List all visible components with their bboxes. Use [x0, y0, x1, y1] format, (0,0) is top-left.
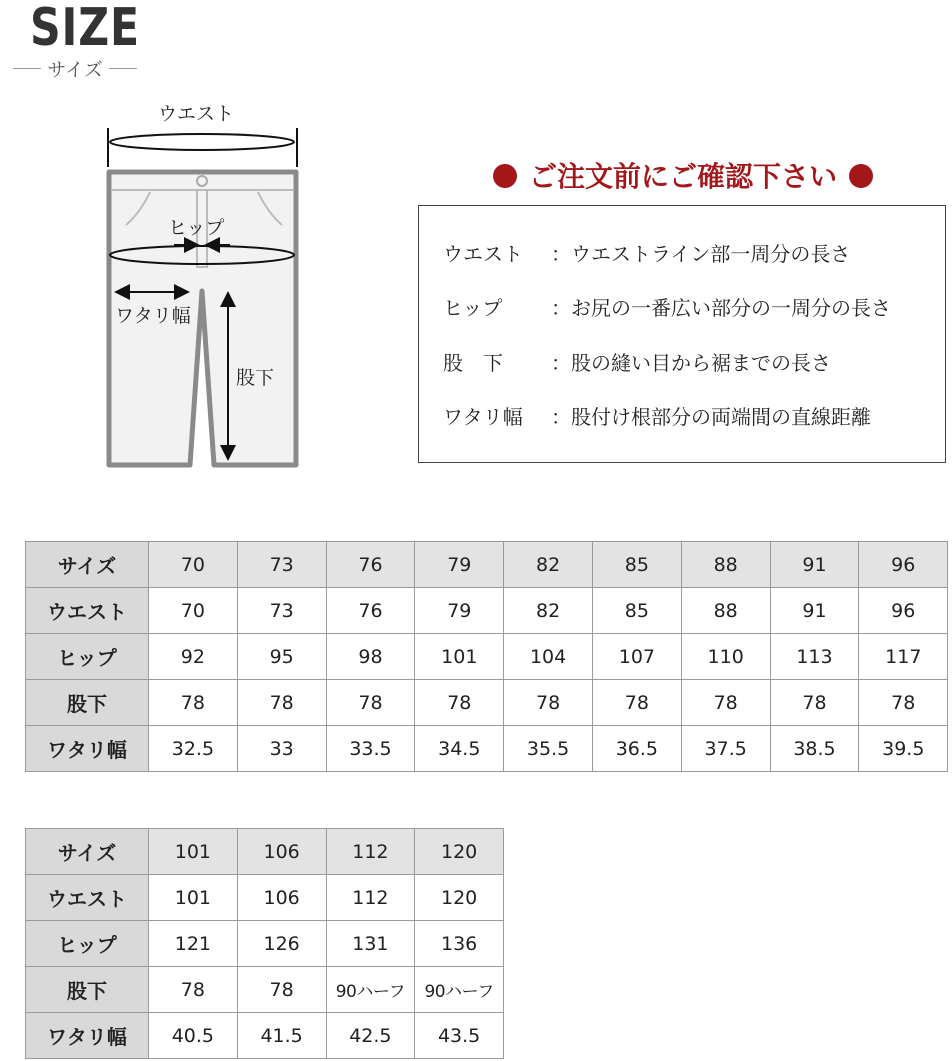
table-cell: 107	[592, 634, 681, 680]
table-cell: 90ハーフ	[326, 967, 415, 1013]
table-row	[26, 921, 504, 967]
table-cell: 38.5	[770, 726, 859, 772]
notice-heading-text: ご注文前にご確認下さい	[528, 160, 837, 193]
table-cell: 112	[326, 875, 415, 921]
table-cell: 73	[237, 588, 326, 634]
size-table-1	[25, 541, 948, 772]
table-cell: 96	[859, 542, 948, 588]
notice-term: ヒップ	[443, 296, 503, 320]
notice-term: ウエスト	[443, 242, 523, 266]
inseam-label: 股下	[236, 367, 275, 389]
table-cell: 34.5	[415, 726, 504, 772]
table-cell: 131	[326, 921, 415, 967]
table-cell: 79	[415, 542, 504, 588]
notice-item	[443, 347, 831, 376]
table-cell: 78	[681, 680, 770, 726]
notice-heading	[418, 155, 948, 195]
bullet-icon	[493, 164, 517, 188]
table-cell: 78	[504, 680, 593, 726]
table-cell: 96	[859, 588, 948, 634]
table-cell: 126	[237, 921, 326, 967]
table-row	[26, 680, 948, 726]
table-cell: 88	[681, 542, 770, 588]
table-cell: 88	[681, 588, 770, 634]
table-cell: 78	[592, 680, 681, 726]
table-cell: 78	[237, 967, 326, 1013]
notice-term: ワタリ幅	[443, 405, 523, 429]
table-cell: 78	[770, 680, 859, 726]
table-cell: 95	[237, 634, 326, 680]
notice-item	[443, 292, 891, 321]
table-cell: 101	[149, 875, 238, 921]
table-cell: 113	[770, 634, 859, 680]
notice-desc: ：股付け根部分の両端間の直線距離	[551, 405, 871, 429]
notice-desc: ：お尻の一番広い部分の一周分の長さ	[551, 296, 891, 320]
table-cell: 43.5	[415, 1013, 504, 1059]
waist-label: ウエスト	[158, 103, 235, 125]
table-cell: 98	[326, 634, 415, 680]
row-label: ウエスト	[26, 588, 149, 634]
hip-label: ヒップ	[168, 217, 225, 239]
table-cell: 78	[237, 680, 326, 726]
table-cell: 32.5	[149, 726, 238, 772]
table-cell: 91	[770, 588, 859, 634]
table-row	[26, 634, 948, 680]
size-title: SIZE	[30, 0, 140, 58]
table-cell: 40.5	[149, 1013, 238, 1059]
divider	[109, 68, 137, 69]
table-cell: 82	[504, 542, 593, 588]
table-cell: 90ハーフ	[415, 967, 504, 1013]
notice-box	[418, 205, 946, 463]
table-cell: 117	[859, 634, 948, 680]
notice-item	[443, 401, 871, 430]
table-cell: 39.5	[859, 726, 948, 772]
table-cell: 85	[592, 542, 681, 588]
table-row	[26, 829, 504, 875]
size-subtitle	[0, 56, 150, 80]
table-cell: 76	[326, 588, 415, 634]
divider	[13, 68, 41, 69]
table-cell: 120	[415, 875, 504, 921]
table-cell: 37.5	[681, 726, 770, 772]
table-cell: 101	[149, 829, 238, 875]
notice-desc: ：ウエストライン部一周分の長さ	[551, 242, 851, 266]
table-row	[26, 588, 948, 634]
table-cell: 79	[415, 588, 504, 634]
row-label: ウエスト	[26, 875, 149, 921]
table-cell: 78	[326, 680, 415, 726]
table-cell: 33.5	[326, 726, 415, 772]
notice-item	[443, 238, 850, 267]
table-cell: 104	[504, 634, 593, 680]
table-row	[26, 875, 504, 921]
row-label: ワタリ幅	[26, 726, 149, 772]
table-cell: 101	[415, 634, 504, 680]
table-cell: 78	[859, 680, 948, 726]
size-table-2	[25, 828, 504, 1059]
table-cell: 35.5	[504, 726, 593, 772]
pants-illustration	[0, 95, 330, 485]
row-label: ワタリ幅	[26, 1013, 149, 1059]
table-row	[26, 967, 504, 1013]
table-cell: 70	[149, 588, 238, 634]
table-row	[26, 1013, 504, 1059]
notice-desc: ：股の縫い目から裾までの長さ	[551, 351, 831, 375]
table-cell: 136	[415, 921, 504, 967]
bullet-icon	[849, 164, 873, 188]
row-label: 股下	[26, 967, 149, 1013]
pants-diagram	[0, 95, 330, 485]
table-cell: 78	[149, 680, 238, 726]
table-cell: 42.5	[326, 1013, 415, 1059]
table-row	[26, 542, 948, 588]
thigh-label: ワタリ幅	[115, 305, 191, 327]
table-cell: 110	[681, 634, 770, 680]
row-label: サイズ	[26, 542, 149, 588]
table-cell: 82	[504, 588, 593, 634]
table-cell: 91	[770, 542, 859, 588]
row-label: ヒップ	[26, 634, 149, 680]
table-cell: 73	[237, 542, 326, 588]
table-cell: 112	[326, 829, 415, 875]
table-cell: 106	[237, 829, 326, 875]
table-cell: 121	[149, 921, 238, 967]
row-label: ヒップ	[26, 921, 149, 967]
table-cell: 120	[415, 829, 504, 875]
table-cell: 85	[592, 588, 681, 634]
table-cell: 76	[326, 542, 415, 588]
table-cell: 78	[415, 680, 504, 726]
size-subtitle-text: サイズ	[47, 58, 103, 81]
table-cell: 36.5	[592, 726, 681, 772]
notice-term: 股 下	[443, 351, 503, 375]
table-cell: 70	[149, 542, 238, 588]
table-cell: 92	[149, 634, 238, 680]
table-row	[26, 726, 948, 772]
table-cell: 106	[237, 875, 326, 921]
row-label: サイズ	[26, 829, 149, 875]
row-label: 股下	[26, 680, 149, 726]
table-cell: 33	[237, 726, 326, 772]
table-cell: 78	[149, 967, 238, 1013]
table-cell: 41.5	[237, 1013, 326, 1059]
